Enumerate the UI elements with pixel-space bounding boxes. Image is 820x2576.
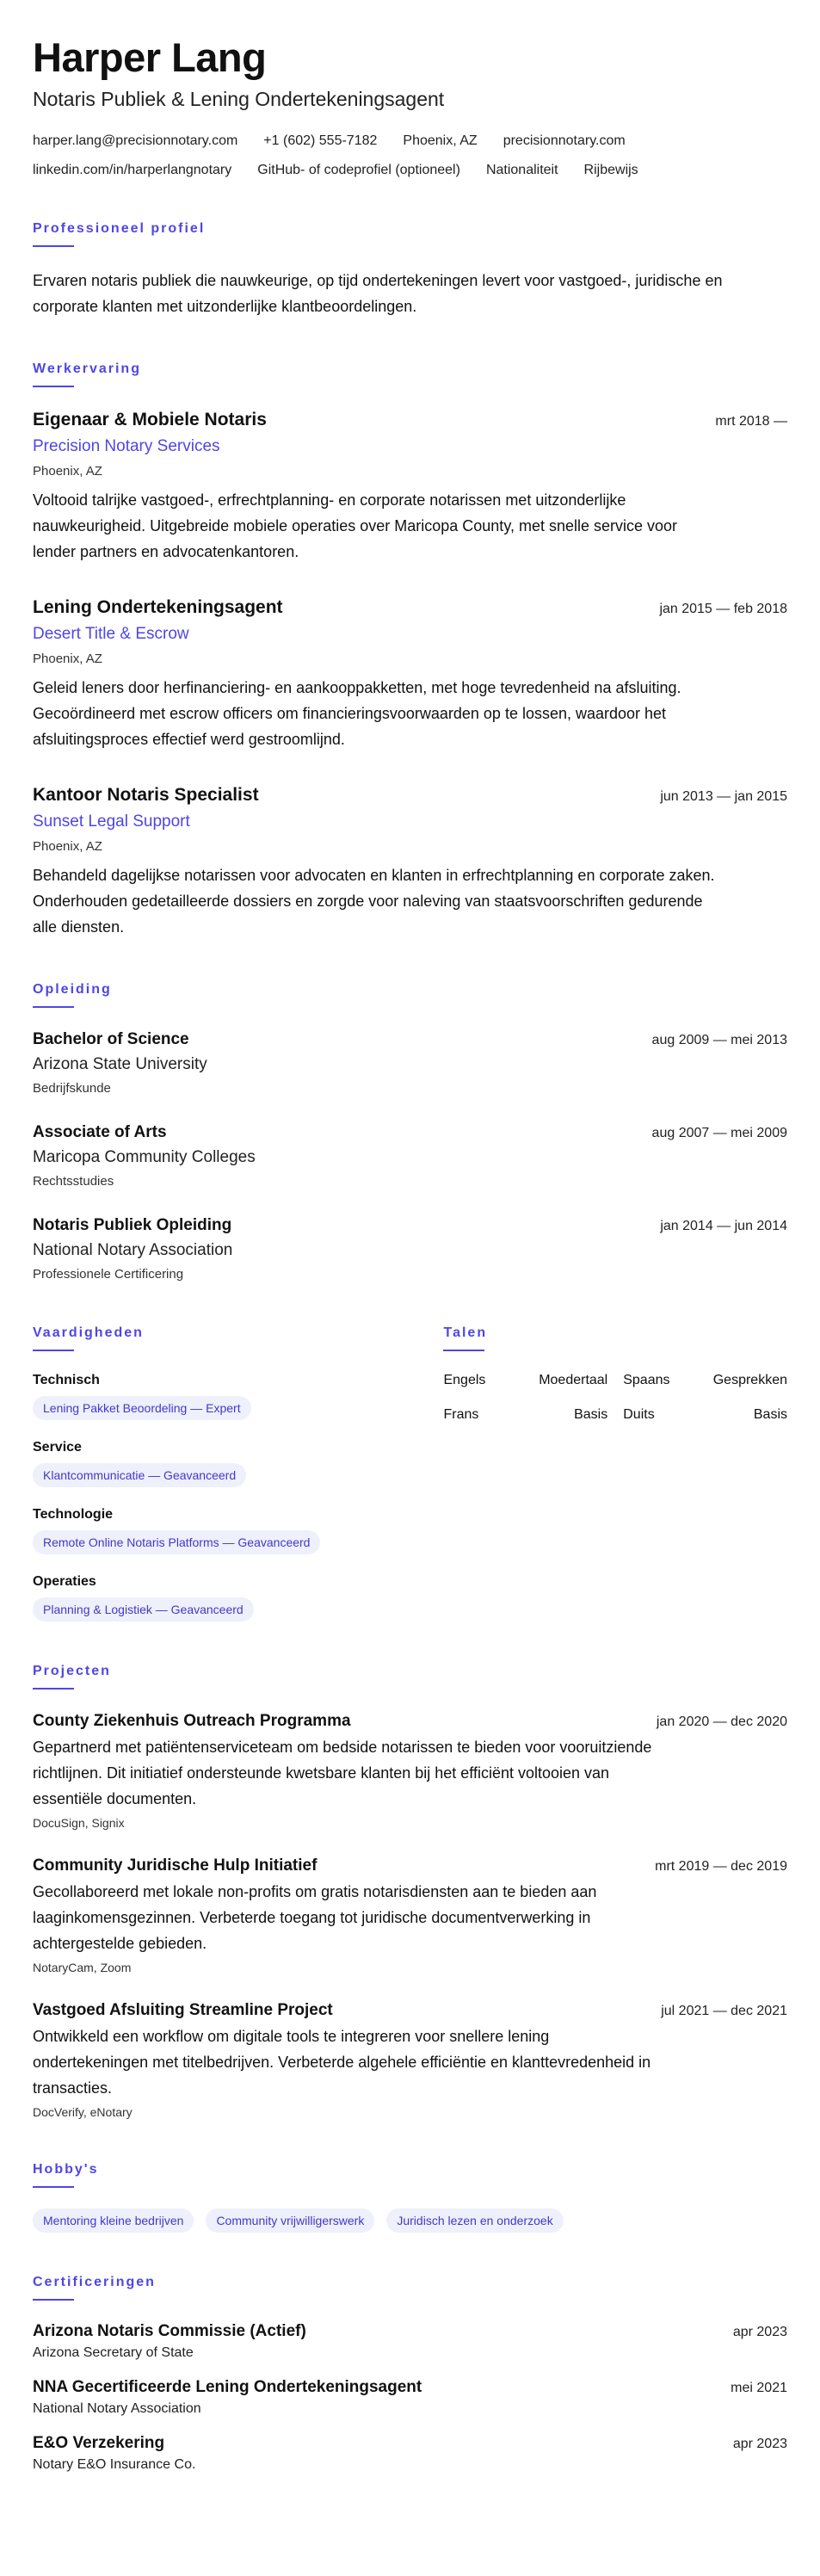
language-name: Frans bbox=[443, 1407, 479, 1422]
certification-name: Arizona Notaris Commissie (Actief) bbox=[33, 2322, 306, 2340]
job-entry bbox=[33, 783, 787, 940]
skill-category: Operaties bbox=[33, 1574, 96, 1589]
job-title: Kantoor Notaris Specialist bbox=[33, 785, 259, 805]
job-title: Eigenaar & Mobiele Notaris bbox=[33, 410, 267, 429]
profile-section bbox=[33, 220, 787, 319]
skill-group bbox=[33, 1506, 393, 1554]
website-link[interactable]: precisionnotary.com bbox=[502, 133, 626, 148]
project-description: Ontwikkeld een workflow om digitale tools te integreren voor snellere lening ondertekeningen met titelbedrijven. Verbeterde algehele efficiëntie en klanttevredenheid in transacties. bbox=[33, 2028, 651, 2097]
project-tools: DocVerify, eNotary bbox=[33, 2105, 133, 2119]
project-title: County Ziekenhuis Outreach Programma bbox=[33, 1712, 351, 1730]
certification-entry bbox=[33, 2321, 787, 2362]
section-divider bbox=[443, 1350, 484, 1351]
certifications-section bbox=[33, 2274, 787, 2474]
language-item bbox=[623, 1406, 787, 1424]
project-entry bbox=[33, 1999, 787, 2120]
job-date: mrt 2018 — bbox=[715, 414, 787, 429]
certification-date: mei 2021 bbox=[731, 2381, 787, 2395]
school: National Notary Association bbox=[33, 1241, 233, 1259]
degree: Bachelor of Science bbox=[33, 1030, 189, 1048]
skill-pill: Planning & Logistiek — Geavanceerd bbox=[33, 1597, 254, 1622]
job-date: jun 2013 — jan 2015 bbox=[660, 789, 787, 804]
skill-group bbox=[33, 1573, 393, 1622]
section-divider bbox=[33, 245, 74, 247]
certification-name: NNA Gecertificeerde Lening Ondertekeningsagent bbox=[33, 2378, 422, 2396]
skill-pill: Remote Online Notaris Platforms — Geavanceerd bbox=[33, 1530, 320, 1554]
education-date: jan 2014 — jun 2014 bbox=[660, 1219, 787, 1233]
linkedin-link[interactable]: linkedin.com/in/harperlangnotary bbox=[33, 163, 232, 177]
field-of-study: Bedrijfskunde bbox=[33, 1081, 111, 1096]
language-item bbox=[443, 1406, 607, 1424]
drivers-license: Rijbewijs bbox=[583, 163, 638, 177]
certification-entry bbox=[33, 2377, 787, 2418]
hobby-pill: Mentoring kleine bedrijven bbox=[33, 2208, 194, 2233]
skill-group bbox=[33, 1372, 393, 1420]
degree: Notaris Publiek Opleiding bbox=[33, 1216, 232, 1234]
section-title: Talen bbox=[443, 1325, 488, 1340]
project-description: Gepartnerd met patiëntenserviceteam om bedside notarissen te bieden voor vooruitziende richtlijnen. Dit initiatief ondersteunde kwetsbare klanten bij het efficiënt voltooien van essentiële documenten. bbox=[33, 1739, 652, 1807]
section-title: Vaardigheden bbox=[33, 1325, 144, 1340]
education-date: aug 2009 — mei 2013 bbox=[651, 1033, 787, 1047]
section-title: Certificeringen bbox=[33, 2275, 156, 2289]
full-name: Harper Lang bbox=[33, 34, 267, 80]
certification-name: E&O Verzekering bbox=[33, 2434, 165, 2452]
language-level: Basis bbox=[753, 1407, 787, 1422]
field-of-study: Professionele Certificering bbox=[33, 1267, 184, 1282]
education-entry bbox=[33, 1029, 787, 1097]
certification-date: apr 2023 bbox=[732, 2325, 787, 2339]
skill-pill: Lening Pakket Beoordeling — Expert bbox=[33, 1396, 251, 1420]
education-section bbox=[33, 981, 787, 1283]
resume-header bbox=[33, 34, 787, 179]
section-divider bbox=[33, 1350, 74, 1351]
project-title: Community Juridische Hulp Initiatief bbox=[33, 1856, 318, 1875]
language-name: Engels bbox=[443, 1373, 486, 1387]
project-tools: DocuSign, Signix bbox=[33, 1816, 125, 1830]
degree: Associate of Arts bbox=[33, 1123, 167, 1141]
section-divider bbox=[33, 386, 74, 387]
hobby-pill: Community vrijwilligerswerk bbox=[206, 2208, 374, 2233]
skill-category: Technologie bbox=[33, 1507, 114, 1522]
language-item bbox=[443, 1372, 607, 1389]
certification-issuer: Notary E&O Insurance Co. bbox=[33, 2457, 196, 2472]
language-level: Basis bbox=[574, 1407, 608, 1422]
school: Maricopa Community Colleges bbox=[33, 1148, 256, 1166]
job-description: Geleid leners door herfinanciering- en aankooppakketten, met hoge tevredenheid na afsluiting. Gecoördineerd met escrow officers om financieringsvoorwaarden op te lossen, waardoor het afsluitingsproces effectief werd gestroomlijnd. bbox=[33, 679, 681, 748]
hobby-list bbox=[33, 2208, 787, 2233]
job-location: Phoenix, AZ bbox=[33, 464, 102, 479]
project-date: jan 2020 — dec 2020 bbox=[656, 1714, 787, 1729]
project-title: Vastgoed Afsluiting Streamline Project bbox=[33, 2001, 333, 2019]
section-divider bbox=[33, 1006, 74, 1008]
language-level: Gesprekken bbox=[712, 1373, 787, 1387]
certification-entry bbox=[33, 2433, 787, 2474]
job-description: Behandeld dagelijkse notarissen voor advocaten en klanten in erfrechtplanning en corporate zaken. Onderhouden gedetailleerde dossiers en zorgde voor naleving van staatsvoorschriften gedurende alle diensten. bbox=[33, 867, 715, 936]
section-divider bbox=[33, 1688, 74, 1690]
job-date: jan 2015 — feb 2018 bbox=[659, 602, 787, 616]
projects-section bbox=[33, 1663, 787, 2120]
skill-pill: Klantcommunicatie — Geavanceerd bbox=[33, 1463, 246, 1487]
project-entry bbox=[33, 1710, 787, 1831]
contact-row bbox=[33, 133, 787, 150]
project-description: Gecollaboreerd met lokale non-profits om gratis notarisdiensten aan te bieden aan laaginkomensgezinnen. Verbeterde toegang tot juridische documentverwerking in achtergestelde gebieden. bbox=[33, 1883, 597, 1952]
project-entry bbox=[33, 1855, 787, 1975]
section-title: Opleiding bbox=[33, 982, 112, 997]
phone-number[interactable]: +1 (602) 555-7182 bbox=[263, 133, 378, 148]
project-date: mrt 2019 — dec 2019 bbox=[655, 1859, 787, 1874]
section-divider bbox=[33, 2299, 74, 2301]
certification-date: apr 2023 bbox=[732, 2437, 787, 2451]
skills-column bbox=[33, 1325, 393, 1622]
github-profile: GitHub- of codeprofiel (optioneel) bbox=[257, 163, 460, 177]
company-name: Sunset Legal Support bbox=[33, 812, 190, 831]
skill-category: Technisch bbox=[33, 1373, 100, 1387]
project-date: jul 2021 — dec 2021 bbox=[661, 2004, 787, 2018]
section-divider bbox=[33, 2186, 74, 2188]
section-title: Projecten bbox=[33, 1664, 111, 1678]
job-location: Phoenix, AZ bbox=[33, 652, 102, 666]
hobbies-section bbox=[33, 2161, 787, 2233]
job-title: Lening Ondertekeningsagent bbox=[33, 597, 283, 617]
company-name: Desert Title & Escrow bbox=[33, 625, 189, 643]
certification-issuer: National Notary Association bbox=[33, 2401, 201, 2416]
job-entry bbox=[33, 596, 787, 752]
certification-issuer: Arizona Secretary of State bbox=[33, 2345, 194, 2360]
skill-category: Service bbox=[33, 1440, 82, 1455]
school: Arizona State University bbox=[33, 1055, 207, 1073]
hobby-pill: Juridisch lezen en onderzoek bbox=[386, 2208, 563, 2233]
section-title: Hobby's bbox=[33, 2162, 99, 2177]
contact-info bbox=[33, 133, 787, 179]
language-item bbox=[623, 1372, 787, 1389]
location: Phoenix, AZ bbox=[403, 133, 478, 148]
job-location: Phoenix, AZ bbox=[33, 839, 102, 854]
language-name: Spaans bbox=[623, 1373, 670, 1387]
job-entry bbox=[33, 408, 787, 565]
skill-group bbox=[33, 1439, 393, 1487]
headline: Notaris Publiek & Lening Ondertekeningsagent bbox=[33, 88, 445, 110]
company-name: Precision Notary Services bbox=[33, 437, 220, 455]
language-name: Duits bbox=[623, 1407, 655, 1422]
education-date: aug 2007 — mei 2009 bbox=[651, 1126, 787, 1140]
skills-languages-section bbox=[33, 1325, 787, 1622]
education-entry bbox=[33, 1214, 787, 1283]
experience-section bbox=[33, 361, 787, 940]
field-of-study: Rechtsstudies bbox=[33, 1174, 114, 1189]
nationality: Nationaliteit bbox=[485, 163, 558, 177]
language-level: Moedertaal bbox=[539, 1373, 608, 1387]
section-title: Werkervaring bbox=[33, 361, 141, 376]
project-tools: NotaryCam, Zoom bbox=[33, 1961, 132, 1974]
job-description: Voltooid talrijke vastgoed-, erfrechtplanning- en corporate notarissen met uitzonderlijke nauwkeurigheid. Uitgebreide mobiele operaties over Maricopa County, met snelle service voor lender partners en advocatenkantoren. bbox=[33, 491, 678, 560]
section-title: Professioneel profiel bbox=[33, 221, 206, 236]
profile-summary: Ervaren notaris publiek die nauwkeurige, op tijd ondertekeningen levert voor vastgoed-, juridische en corporate klanten met uitzonderlijke klantbeoordelingen. bbox=[33, 272, 723, 315]
languages-column bbox=[443, 1325, 787, 1622]
education-entry bbox=[33, 1121, 787, 1190]
email-link[interactable]: harper.lang@precisionnotary.com bbox=[33, 133, 238, 148]
contact-row bbox=[33, 162, 787, 179]
language-list bbox=[443, 1372, 787, 1424]
